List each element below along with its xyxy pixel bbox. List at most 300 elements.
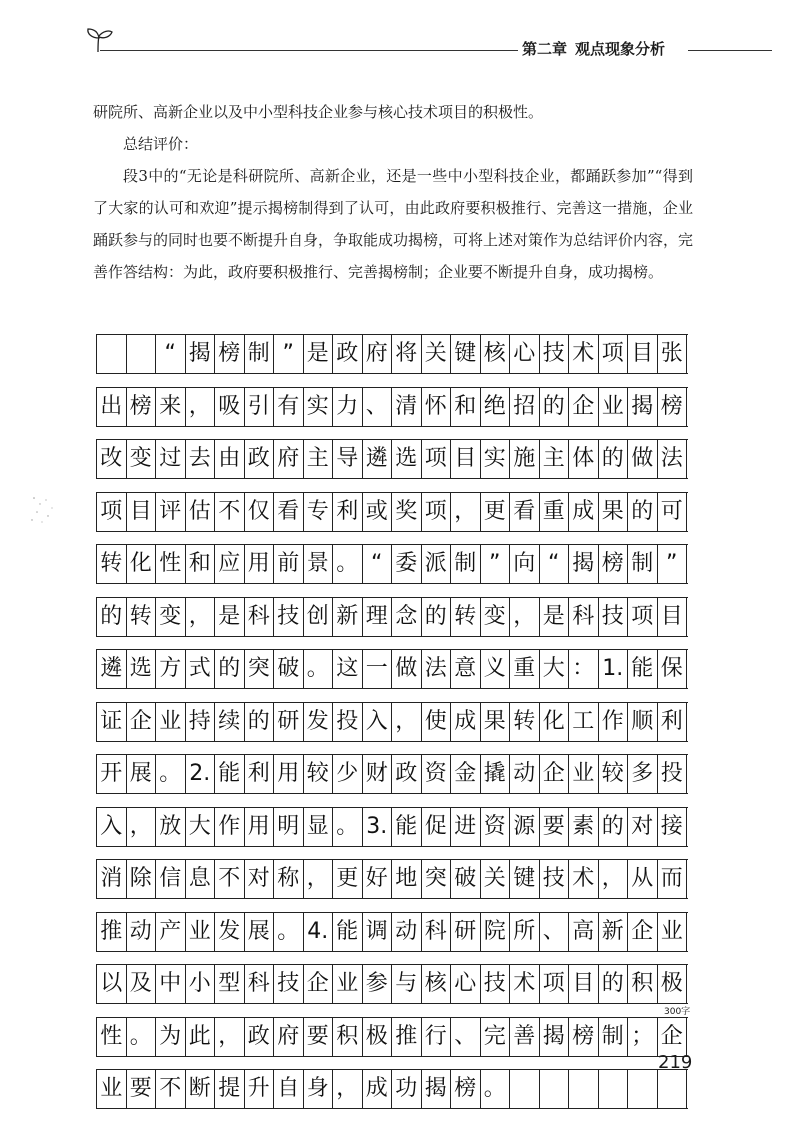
grid-cell: 作	[215, 808, 245, 846]
grid-cell: 发	[304, 703, 334, 741]
grid-cell: 新	[599, 913, 629, 951]
chapter-label	[522, 38, 665, 59]
grid-cell: 政	[245, 1018, 275, 1056]
grid-cell: 企	[127, 703, 157, 741]
grid-cell: 、	[540, 913, 570, 951]
grid-cell: 关	[422, 335, 452, 373]
grid-cell: 科	[569, 598, 599, 636]
grid-row	[96, 859, 688, 899]
grid-cell: 清	[392, 388, 422, 426]
grid-cell: 果	[481, 703, 511, 741]
grid-cell: 撬	[481, 755, 511, 793]
grid-cell: ，	[392, 703, 422, 741]
grid-cell: 成	[569, 493, 599, 531]
grid-cell: 政	[333, 335, 363, 373]
grid-cell: 此	[186, 1018, 216, 1056]
grid-cell: 估	[186, 493, 216, 531]
grid-cell	[569, 1070, 599, 1108]
grid-cell: 持	[186, 703, 216, 741]
grid-cell: 突	[245, 650, 275, 688]
grid-row	[96, 912, 688, 952]
grid-cell: 接	[658, 808, 688, 846]
grid-cell: 业	[599, 388, 629, 426]
grid-row	[96, 964, 688, 1004]
grid-cell: 的	[599, 808, 629, 846]
grid-cell: 心	[451, 965, 481, 1003]
grid-cell: 大	[540, 650, 570, 688]
grid-cell: 证	[97, 703, 127, 741]
grid-cell: 目	[127, 493, 157, 531]
header-rule-right	[688, 50, 772, 51]
grid-cell: 型	[215, 965, 245, 1003]
grid-cell: 实	[481, 440, 511, 478]
grid-cell: 果	[599, 493, 629, 531]
grid-cell: 府	[274, 440, 304, 478]
grid-cell: ，	[510, 598, 540, 636]
grid-cell: 。	[333, 545, 363, 583]
grid-cell: 方	[156, 650, 186, 688]
grid-cell: 使	[422, 703, 452, 741]
grid-cell: 制	[451, 545, 481, 583]
grid-cell: 有	[274, 388, 304, 426]
grid-cell: 榜	[451, 1070, 481, 1108]
grid-cell: 极	[658, 965, 688, 1003]
grid-cell: 政	[392, 755, 422, 793]
grid-cell: 目	[628, 335, 658, 373]
grid-cell: 这	[333, 650, 363, 688]
grid-cell: 项	[540, 965, 570, 1003]
grid-cell: 成	[363, 1070, 393, 1108]
grid-cell: 功	[392, 1070, 422, 1108]
grid-cell: 的	[599, 965, 629, 1003]
answer-grid	[96, 334, 691, 1122]
grid-cell: 榜	[127, 388, 157, 426]
grid-cell: 资	[422, 755, 452, 793]
grid-cell: 化	[127, 545, 157, 583]
grid-cell: 好	[363, 860, 393, 898]
grid-cell: 院	[481, 913, 511, 951]
grid-cell: 利	[245, 755, 275, 793]
grid-cell: 的	[245, 703, 275, 741]
grid-cell: 义	[481, 650, 511, 688]
grid-cell: 转	[451, 598, 481, 636]
grid-cell: 前	[274, 545, 304, 583]
grid-cell: 揭	[422, 1070, 452, 1108]
grid-cell: 而	[658, 860, 688, 898]
grid-cell: 力	[333, 388, 363, 426]
grid-cell: 保	[658, 650, 688, 688]
grid-cell: 招	[510, 388, 540, 426]
grid-cell: 术	[569, 335, 599, 373]
grid-cell: 一	[363, 650, 393, 688]
grid-cell: 企	[658, 1018, 688, 1056]
grid-cell: 2.	[186, 755, 216, 793]
body-paragraph: 段3中的“无论是科研院所、高新企业，还是一些中小型科技企业，都踊跃参加”“得到了大家的认可和欢迎”提示揭榜制得到了认可，由此政府要积极推行、完善这一措施，企业踊跃参与的同时也要不断提升自身，争取能成功揭榜，可将上述对策作为总结评价内容，完善作答结构：为此，政府要积极推行、完善揭榜制；企业要不断提升自身，成功揭榜。	[93, 167, 694, 281]
grid-cell: 核	[481, 335, 511, 373]
grid-cell: 向	[510, 545, 540, 583]
grid-cell	[127, 335, 157, 373]
grid-row	[96, 1069, 688, 1109]
grid-cell: 业	[156, 703, 186, 741]
grid-cell: 要	[127, 1070, 157, 1108]
grid-cell: 制	[245, 335, 275, 373]
grid-cell: 地	[392, 860, 422, 898]
grid-cell: 为	[156, 1018, 186, 1056]
grid-cell: 企	[569, 388, 599, 426]
grid-cell: 用	[245, 545, 275, 583]
grid-cell: 是	[540, 598, 570, 636]
grid-cell: 过	[156, 440, 186, 478]
grid-row	[96, 334, 688, 374]
grid-cell: 重	[540, 493, 570, 531]
grid-cell: 开	[97, 755, 127, 793]
grid-cell: 术	[510, 965, 540, 1003]
grid-cell: 投	[333, 703, 363, 741]
grid-cell	[658, 1070, 688, 1108]
grid-cell: ，	[451, 493, 481, 531]
grid-row	[96, 439, 688, 479]
grid-cell: 念	[392, 598, 422, 636]
grid-cell: 较	[304, 755, 334, 793]
grid-cell: 性	[156, 545, 186, 583]
grid-cell: 的	[628, 493, 658, 531]
grid-cell: 动	[127, 913, 157, 951]
grid-cell: ；	[628, 1018, 658, 1056]
grid-cell: ”	[481, 545, 511, 583]
grid-cell: 研	[274, 703, 304, 741]
grid-cell: 对	[245, 860, 275, 898]
grid-cell: 与	[392, 965, 422, 1003]
grid-cell: 。	[156, 755, 186, 793]
grid-cell: 做	[392, 650, 422, 688]
grid-cell: 性	[97, 1018, 127, 1056]
grid-cell: 键	[451, 335, 481, 373]
grid-cell: 要	[540, 808, 570, 846]
grid-cell: 1.	[599, 650, 629, 688]
grid-cell: 奖	[392, 493, 422, 531]
grid-row	[96, 649, 688, 689]
grid-cell: 源	[510, 808, 540, 846]
grid-cell: 自	[274, 1070, 304, 1108]
grid-cell: 积	[628, 965, 658, 1003]
grid-cell: 息	[186, 860, 216, 898]
grid-cell: 放	[156, 808, 186, 846]
grid-cell: 科	[245, 598, 275, 636]
grid-cell: ，	[333, 1070, 363, 1108]
grid-cell: 技	[481, 965, 511, 1003]
grid-cell: 制	[599, 1018, 629, 1056]
grid-cell: 身	[304, 1070, 334, 1108]
grid-cell: 推	[392, 1018, 422, 1056]
grid-cell: 项	[599, 335, 629, 373]
grid-cell: 利	[658, 703, 688, 741]
grid-cell: 政	[245, 440, 275, 478]
grid-cell: 评	[156, 493, 186, 531]
grid-cell: 更	[481, 493, 511, 531]
grid-cell: 目	[451, 440, 481, 478]
grid-cell: 揭	[569, 545, 599, 583]
grid-cell: 重	[510, 650, 540, 688]
grid-cell: 目	[569, 965, 599, 1003]
grid-cell: 企	[540, 755, 570, 793]
grid-cell: 发	[215, 913, 245, 951]
grid-cell	[540, 1070, 570, 1108]
grid-cell: 改	[97, 440, 127, 478]
grid-cell: 由	[215, 440, 245, 478]
grid-cell: 、	[363, 388, 393, 426]
grid-cell: “	[363, 545, 393, 583]
grid-cell: 、	[451, 1018, 481, 1056]
grid-cell: 和	[186, 545, 216, 583]
grid-cell: ，	[186, 388, 216, 426]
grid-cell: 。	[333, 808, 363, 846]
grid-cell: 用	[274, 755, 304, 793]
grid-cell: 财	[363, 755, 393, 793]
grid-cell: 动	[392, 913, 422, 951]
grid-cell: 极	[363, 1018, 393, 1056]
grid-cell: 完	[481, 1018, 511, 1056]
grid-cell: 少	[333, 755, 363, 793]
grid-cell: 遴	[97, 650, 127, 688]
grid-cell: ”	[274, 335, 304, 373]
grid-cell: 绝	[481, 388, 511, 426]
grid-cell: 能	[333, 913, 363, 951]
grid-cell: 导	[333, 440, 363, 478]
grid-cell: 不	[215, 493, 245, 531]
grid-cell: 技	[599, 598, 629, 636]
grid-cell: 是	[215, 598, 245, 636]
grid-cell: 升	[245, 1070, 275, 1108]
grid-cell: 投	[658, 755, 688, 793]
grid-cell: 榜	[569, 1018, 599, 1056]
page-header	[82, 26, 772, 62]
grid-cell: ：	[569, 650, 599, 688]
grid-cell: 业	[97, 1070, 127, 1108]
grid-cell: 破	[274, 650, 304, 688]
grid-cell: 称	[274, 860, 304, 898]
grid-cell: 实	[304, 388, 334, 426]
grid-row	[96, 702, 688, 742]
grid-cell: 体	[569, 440, 599, 478]
grid-cell: 4.	[304, 913, 334, 951]
grid-cell: 科	[422, 913, 452, 951]
grid-cell: 是	[304, 335, 334, 373]
grid-cell: 作	[599, 703, 629, 741]
grid-cell: 揭	[186, 335, 216, 373]
grid-cell: 出	[97, 388, 127, 426]
grid-cell: 提	[215, 1070, 245, 1108]
grid-cell: 工	[569, 703, 599, 741]
grid-cell: 创	[304, 598, 334, 636]
grid-cell: 促	[422, 808, 452, 846]
grid-cell: 榜	[599, 545, 629, 583]
grid-cell: 不	[215, 860, 245, 898]
grid-row	[96, 1017, 688, 1057]
grid-cell: 能	[392, 808, 422, 846]
grid-cell: 选	[127, 650, 157, 688]
scan-speckle	[28, 490, 58, 530]
grid-cell: 揭	[628, 388, 658, 426]
grid-cell: 积	[333, 1018, 363, 1056]
grid-cell: 法	[658, 440, 688, 478]
grid-cell: 化	[540, 703, 570, 741]
grid-cell: 展	[245, 913, 275, 951]
grid-cell: 资	[481, 808, 511, 846]
grid-cell: 做	[628, 440, 658, 478]
grid-cell: 信	[156, 860, 186, 898]
grid-cell: 对	[628, 808, 658, 846]
grid-cell: 的	[215, 650, 245, 688]
grid-cell: 行	[422, 1018, 452, 1056]
grid-cell: 小	[186, 965, 216, 1003]
grid-cell: 施	[510, 440, 540, 478]
grid-cell: 关	[481, 860, 511, 898]
grid-cell: 转	[97, 545, 127, 583]
grid-cell: 。	[274, 913, 304, 951]
grid-cell: 的	[540, 388, 570, 426]
grid-cell: 大	[186, 808, 216, 846]
grid-cell: 研	[451, 913, 481, 951]
grid-cell: 续	[215, 703, 245, 741]
body-text	[93, 96, 693, 288]
grid-row	[96, 492, 688, 532]
grid-cell: 吸	[215, 388, 245, 426]
grid-cell: 新	[333, 598, 363, 636]
grid-cell: ，	[186, 598, 216, 636]
grid-cell: 揭	[540, 1018, 570, 1056]
grid-cell: 和	[451, 388, 481, 426]
grid-cell: 素	[569, 808, 599, 846]
grid-cell: 技	[540, 860, 570, 898]
grid-row	[96, 544, 688, 584]
grid-cell: 主	[304, 440, 334, 478]
grid-cell: 。	[481, 1070, 511, 1108]
grid-cell: 能	[215, 755, 245, 793]
chapter-title: 观点现象分析	[575, 40, 666, 58]
grid-cell: 去	[186, 440, 216, 478]
grid-cell: 怀	[422, 388, 452, 426]
grid-cell: 键	[510, 860, 540, 898]
grid-cell: 所	[510, 913, 540, 951]
grid-cell: 将	[392, 335, 422, 373]
grid-cell: 企	[628, 913, 658, 951]
grid-row	[96, 807, 688, 847]
grid-cell: 从	[628, 860, 658, 898]
grid-cell: 破	[451, 860, 481, 898]
grid-cell: 用	[245, 808, 275, 846]
grid-row	[96, 754, 688, 794]
grid-cell: 的	[422, 598, 452, 636]
grid-cell: 突	[422, 860, 452, 898]
grid-cell: 断	[186, 1070, 216, 1108]
grid-cell: “	[540, 545, 570, 583]
grid-cell: 进	[451, 808, 481, 846]
grid-cell: 转	[510, 703, 540, 741]
grid-cell: 意	[451, 650, 481, 688]
grid-cell: 制	[628, 545, 658, 583]
word-count: 300字	[664, 1007, 691, 1017]
grid-cell: 目	[658, 598, 688, 636]
page-number: 219	[658, 1052, 693, 1073]
grid-cell: 或	[363, 493, 393, 531]
grid-row	[96, 387, 688, 427]
grid-cell: 显	[304, 808, 334, 846]
grid-cell: 高	[569, 913, 599, 951]
grid-cell: 利	[333, 493, 363, 531]
grid-cell: 来	[156, 388, 186, 426]
grid-cell: ，	[304, 860, 334, 898]
grid-cell: 中	[156, 965, 186, 1003]
grid-cell: 心	[510, 335, 540, 373]
grid-cell	[97, 335, 127, 373]
grid-cell: 不	[156, 1070, 186, 1108]
body-line: 研院所、高新企业以及中小型科技企业参与核心技术项目的积极性。	[93, 103, 544, 121]
grid-cell: 变	[481, 598, 511, 636]
grid-cell: 派	[422, 545, 452, 583]
grid-row	[96, 597, 688, 637]
grid-cell: 金	[451, 755, 481, 793]
grid-cell: 榜	[215, 335, 245, 373]
grid-cell: 府	[363, 335, 393, 373]
section-heading: 总结评价：	[123, 135, 199, 153]
grid-cell: 应	[215, 545, 245, 583]
grid-cell: 更	[333, 860, 363, 898]
grid-cell: 景	[304, 545, 334, 583]
grid-cell: 张	[658, 335, 688, 373]
grid-cell: 3.	[363, 808, 393, 846]
grid-cell: 榜	[658, 388, 688, 426]
grid-cell: 技	[274, 965, 304, 1003]
grid-cell: 项	[422, 493, 452, 531]
grid-cell: 主	[540, 440, 570, 478]
grid-cell: 调	[363, 913, 393, 951]
grid-cell: ，	[599, 860, 629, 898]
grid-cell: 科	[245, 965, 275, 1003]
grid-cell	[599, 1070, 629, 1108]
grid-cell: 转	[127, 598, 157, 636]
grid-cell: 技	[274, 598, 304, 636]
grid-cell: ，	[215, 1018, 245, 1056]
grid-cell: 看	[510, 493, 540, 531]
grid-cell: 变	[127, 440, 157, 478]
grid-cell: ，	[127, 808, 157, 846]
grid-cell: 入	[363, 703, 393, 741]
grid-cell: 项	[422, 440, 452, 478]
grid-cell: 成	[451, 703, 481, 741]
grid-cell: “	[156, 335, 186, 373]
grid-cell: 理	[363, 598, 393, 636]
grid-cell: 消	[97, 860, 127, 898]
grid-cell: 除	[127, 860, 157, 898]
grid-cell: 府	[274, 1018, 304, 1056]
grid-cell: 技	[540, 335, 570, 373]
grid-cell: 遴	[363, 440, 393, 478]
grid-cell: 选	[392, 440, 422, 478]
grid-cell: 。	[127, 1018, 157, 1056]
grid-cell: 要	[304, 1018, 334, 1056]
grid-cell	[510, 1070, 540, 1108]
grid-cell: 企	[304, 965, 334, 1003]
grid-cell: 核	[422, 965, 452, 1003]
grid-cell	[628, 1070, 658, 1108]
grid-cell: 仅	[245, 493, 275, 531]
grid-cell: 推	[97, 913, 127, 951]
grid-cell: 参	[363, 965, 393, 1003]
grid-cell: 多	[628, 755, 658, 793]
grid-cell: 引	[245, 388, 275, 426]
grid-cell: 入	[97, 808, 127, 846]
grid-cell: 业	[186, 913, 216, 951]
